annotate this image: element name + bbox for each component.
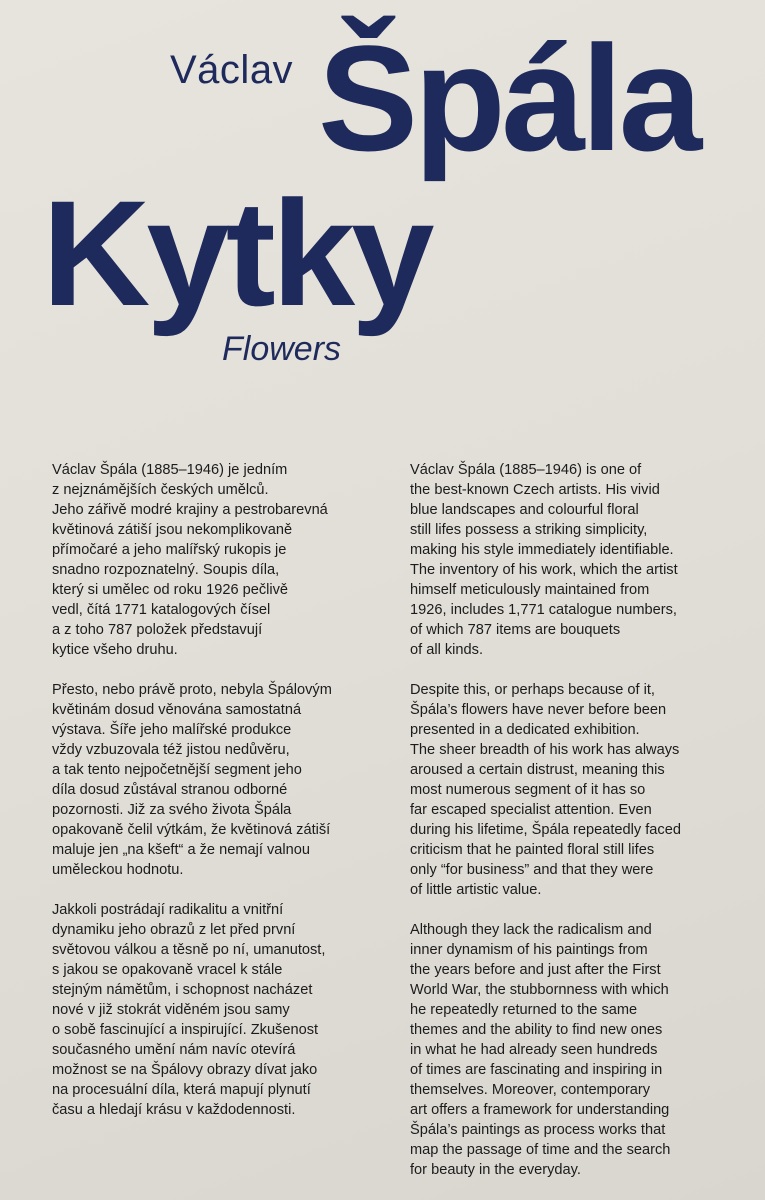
text-line: Although they lack the radicalism and xyxy=(410,922,652,938)
artist-surname: Špála xyxy=(318,14,699,182)
text-line: still lifes possess a striking simplicity, xyxy=(410,522,648,538)
text-line: a tak tento nejpočetnější segment jeho xyxy=(52,762,302,778)
text-line: of all kinds. xyxy=(410,642,484,658)
text-line: současného umění nám navíc otevírá xyxy=(52,1042,296,1058)
english-paragraph-2 xyxy=(410,680,755,900)
text-line: Václav Špála (1885–1946) je jedním xyxy=(52,462,288,478)
text-line: Václav Špála (1885–1946) is one of xyxy=(410,462,642,478)
text-line: inner dynamism of his paintings from xyxy=(410,942,648,958)
text-line: přímočaré a jeho malířský rukopis je xyxy=(52,542,287,558)
text-line: most numerous segment of it has so xyxy=(410,782,646,798)
text-line: blue landscapes and colourful floral xyxy=(410,502,639,518)
text-line: z nejznámějších českých umělců. xyxy=(52,482,269,498)
text-line: s jakou se opakovaně vracel k stále xyxy=(52,962,283,978)
text-line: možnost se na Špálovy obrazy dívat jako xyxy=(52,1062,318,1078)
text-line: o sobě fascinující a inspirující. Zkušenost xyxy=(52,1022,319,1038)
text-line: času a hledají krásu v každodennosti. xyxy=(52,1102,296,1118)
text-line: the years before and just after the First xyxy=(410,962,661,978)
exhibition-header xyxy=(0,0,765,420)
text-line: art offers a framework for understanding xyxy=(410,1102,670,1118)
text-line: the best-known Czech artists. His vivid xyxy=(410,482,660,498)
text-line: presented in a dedicated exhibition. xyxy=(410,722,640,738)
text-line: of little artistic value. xyxy=(410,882,542,898)
text-line: maluje jen „na kšeft“ a že nemají valnou xyxy=(52,842,310,858)
czech-paragraph-3 xyxy=(52,900,397,1120)
text-line: uměleckou hodnotu. xyxy=(52,862,184,878)
text-line: World War, the stubbornness with which xyxy=(410,982,669,998)
text-line: 1926, includes 1,771 catalogue numbers, xyxy=(410,602,677,618)
english-paragraph-1 xyxy=(410,460,755,660)
text-line: The inventory of his work, which the artist xyxy=(410,562,678,578)
text-line: světovou válkou a těsně po ní, umanutost, xyxy=(52,942,326,958)
text-line: květinová zátiší jsou nekomplikovaně xyxy=(52,522,293,538)
text-line: výstava. Šíře jeho malířské produkce xyxy=(52,722,292,738)
text-line: during his lifetime, Špála repeatedly faced xyxy=(410,822,681,838)
text-line: Špála’s paintings as process works that xyxy=(410,1122,666,1138)
text-line: který si umělec od roku 1926 pečlivě xyxy=(52,582,289,598)
text-line: in what he had already seen hundreds xyxy=(410,1042,658,1058)
text-line: himself meticulously maintained from xyxy=(410,582,650,598)
english-paragraph-3 xyxy=(410,920,755,1180)
text-line: far escaped specialist attention. Even xyxy=(410,802,652,818)
text-line: Přesto, nebo právě proto, nebyla Špálovým xyxy=(52,682,332,698)
text-line: map the passage of time and the search xyxy=(410,1142,671,1158)
text-line: nové v již stokrát viděném jsou samy xyxy=(52,1002,290,1018)
text-line: only “for business” and that they were xyxy=(410,862,654,878)
text-line: stejným námětům, i schopnost nacházet xyxy=(52,982,313,998)
text-line: criticism that he painted floral still lifes xyxy=(410,842,655,858)
text-line: of times are fascinating and inspiring in xyxy=(410,1062,663,1078)
text-line: making his style immediately identifiable. xyxy=(410,542,674,558)
text-line: a z toho 787 položek představují xyxy=(52,622,263,638)
text-line: Jeho zářivě modré krajiny a pestrobarevná xyxy=(52,502,328,518)
text-line: snadno rozpoznatelný. Soupis díla, xyxy=(52,562,280,578)
text-line: vždy vzbuzovala též jistou nedůvěru, xyxy=(52,742,290,758)
text-line: opakovaně čelil výtkám, že květinová zátiší xyxy=(52,822,331,838)
text-line: of which 787 items are bouquets xyxy=(410,622,621,638)
text-line: Špála’s flowers have never before been xyxy=(410,702,667,718)
exhibition-title-english: Flowers xyxy=(222,330,342,368)
text-line: themes and the ability to find new ones xyxy=(410,1022,663,1038)
text-line: květinám dosud věnována samostatná xyxy=(52,702,302,718)
text-line: Jakkoli postrádají radikalitu a vnitřní xyxy=(52,902,284,918)
text-line: vedl, čítá 1771 katalogových čísel xyxy=(52,602,271,618)
text-line: The sheer breadth of his work has always xyxy=(410,742,680,758)
text-line: dynamiku jeho obrazů z let před první xyxy=(52,922,296,938)
text-line: Despite this, or perhaps because of it, xyxy=(410,682,655,698)
english-text-column xyxy=(410,460,755,1200)
exhibition-title-czech: Kytky xyxy=(42,169,431,337)
text-line: na procesuální díla, která mapují plynutí xyxy=(52,1082,311,1098)
artist-first-name: Václav xyxy=(170,48,294,92)
text-line: themselves. Moreover, contemporary xyxy=(410,1082,651,1098)
text-line: pozornosti. Již za svého života Špála xyxy=(52,802,292,818)
text-line: he repeatedly returned to the same xyxy=(410,1002,638,1018)
czech-paragraph-2 xyxy=(52,680,397,880)
text-line: kytice všeho druhu. xyxy=(52,642,178,658)
czech-paragraph-1 xyxy=(52,460,397,660)
text-line: díla dosud zůstával stranou odborné xyxy=(52,782,288,798)
text-line: aroused a certain distrust, meaning this xyxy=(410,762,665,778)
czech-text-column xyxy=(52,460,397,1140)
text-line: for beauty in the everyday. xyxy=(410,1162,581,1178)
